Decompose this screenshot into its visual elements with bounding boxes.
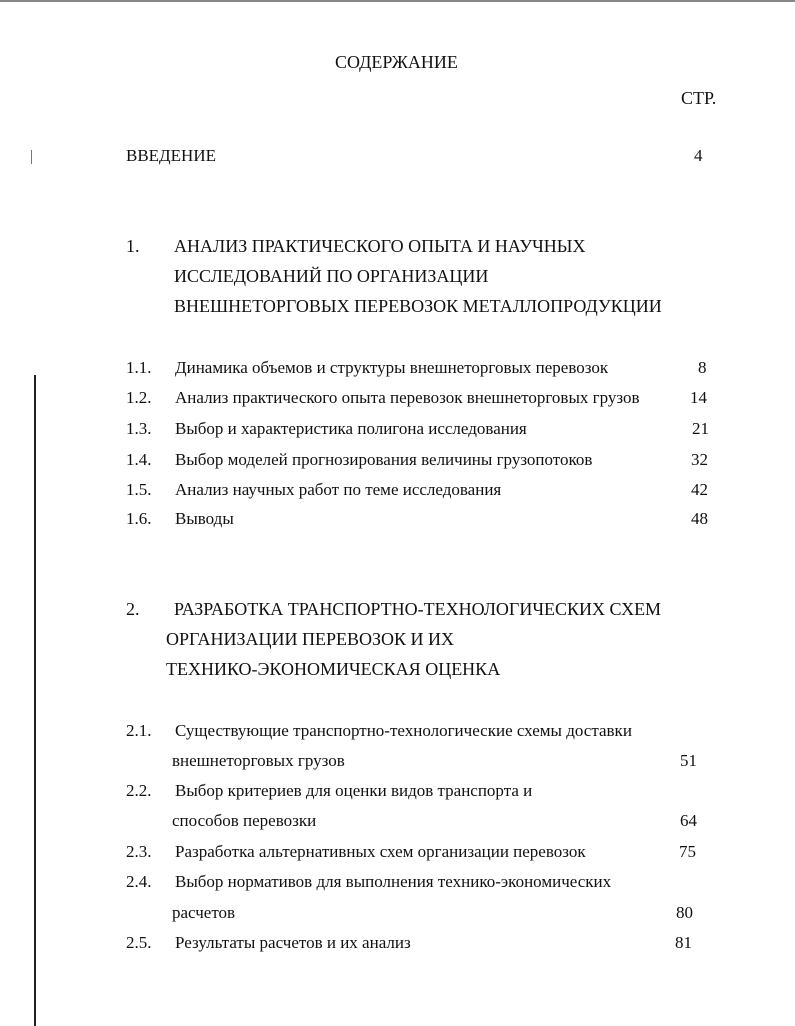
chapter-title-line: РАЗРАБОТКА ТРАНСПОРТНО-ТЕХНОЛОГИЧЕСКИХ СХЕМ (174, 599, 662, 619)
section-page: 48 (691, 509, 708, 528)
section-title: Анализ практического опыта перевозок внешнеторговых грузов (175, 388, 640, 407)
section-number: 1.5. (126, 480, 152, 499)
toc-title: СОДЕРЖАНИЕ (335, 52, 458, 72)
scan-left-edge-mark (31, 150, 32, 164)
chapter-title-line: ТЕХНИКО-ЭКОНОМИЧЕСКАЯ ОЦЕНКА (166, 659, 501, 679)
section-page: 14 (690, 388, 707, 407)
section-page: 75 (679, 842, 696, 861)
scan-top-border (0, 0, 795, 2)
section-title: Разработка альтернативных схем организации перевозок (175, 842, 586, 861)
section-page: 32 (691, 450, 708, 469)
section-page: 42 (691, 480, 708, 499)
section-page: 21 (692, 419, 709, 438)
section-title: Выбор моделей прогнозирования величины грузопотоков (175, 450, 593, 469)
section-title: Анализ научных работ по теме исследования (175, 480, 502, 499)
section-number: 2.3. (126, 842, 152, 861)
section-number: 2.2. (126, 781, 152, 800)
section-title-continued: расчетов (172, 903, 236, 922)
section-number: 1.4. (126, 450, 152, 469)
section-title: Результаты расчетов и их анализ (175, 933, 411, 952)
chapter-title-line: ИССЛЕДОВАНИЙ ПО ОРГАНИЗАЦИИ (174, 266, 489, 286)
section-title: Выводы (175, 509, 234, 528)
section-number: 1.1. (126, 358, 152, 377)
section-title-continued: способов перевозки (172, 811, 317, 830)
chapter-title-line: ОРГАНИЗАЦИИ ПЕРЕВОЗОК И ИХ (166, 629, 454, 649)
scan-left-edge (34, 375, 36, 1026)
section-title: Выбор и характеристика полигона исследования (175, 419, 527, 438)
page-column-header: СТР. (681, 88, 717, 108)
section-number: 2.5. (126, 933, 152, 952)
section-title: Динамика объемов и структуры внешнеторговых перевозок (175, 358, 609, 377)
section-page: 80 (676, 903, 693, 922)
intro-label: ВВЕДЕНИЕ (126, 146, 216, 165)
section-number: 1.2. (126, 388, 152, 407)
chapter-title-line: АНАЛИЗ ПРАКТИЧЕСКОГО ОПЫТА И НАУЧНЫХ (174, 236, 586, 256)
section-page: 51 (680, 751, 697, 770)
section-title: Выбор нормативов для выполнения технико-экономических (175, 872, 612, 891)
chapter-title-line: ВНЕШНЕТОРГОВЫХ ПЕРЕВОЗОК МЕТАЛЛОПРОДУКЦИИ (174, 296, 662, 316)
section-title-continued: внешнеторговых грузов (172, 751, 345, 770)
section-number: 2.1. (126, 721, 152, 740)
section-page: 8 (698, 358, 707, 377)
section-title: Существующие транспортно-технологические схемы доставки (175, 721, 632, 740)
chapter-number: 1. (126, 236, 140, 256)
section-title: Выбор критериев для оценки видов транспорта и (175, 781, 533, 800)
section-page: 81 (675, 933, 692, 952)
section-number: 1.3. (126, 419, 152, 438)
chapter-number: 2. (126, 599, 140, 619)
section-page: 64 (680, 811, 697, 830)
intro-page: 4 (694, 146, 703, 165)
section-number: 1.6. (126, 509, 152, 528)
section-number: 2.4. (126, 872, 152, 891)
